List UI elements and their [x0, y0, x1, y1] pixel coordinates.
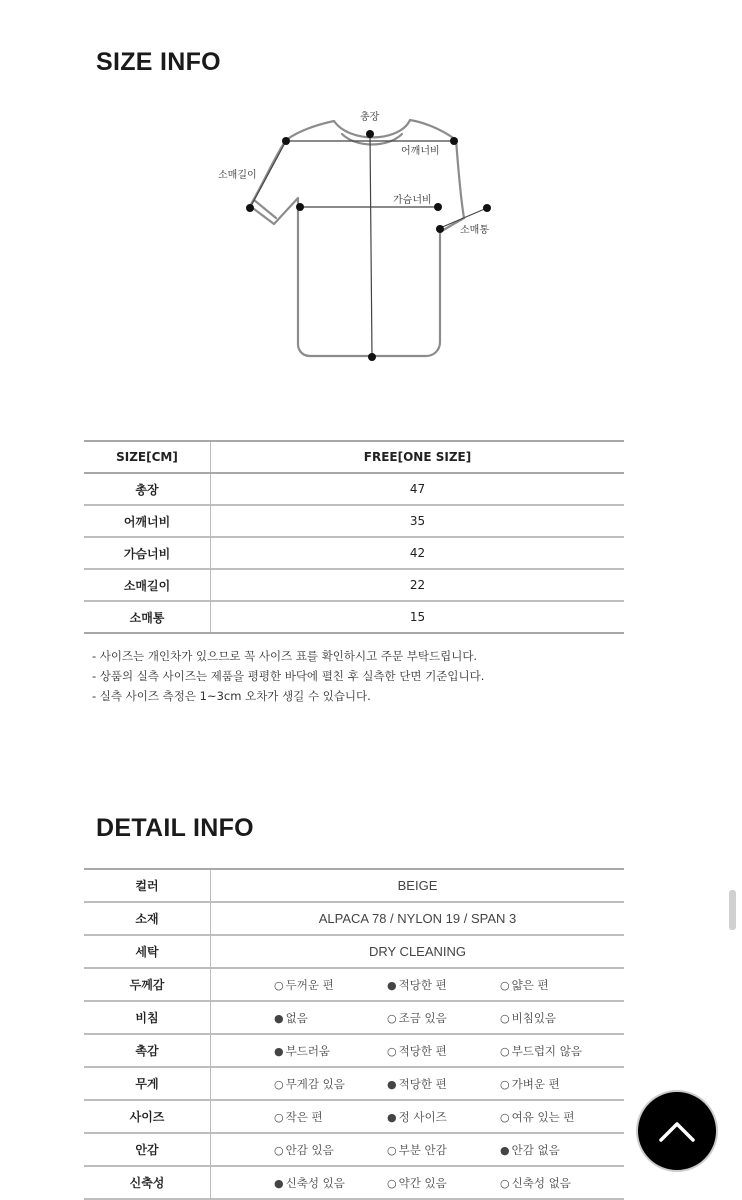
diagram-label-sleeve-length: 소매길이 [218, 170, 257, 181]
option-item [500, 1010, 613, 1026]
detail-row-label: 무게 [84, 1067, 211, 1100]
option-label: 적당한 편 [398, 1076, 447, 1091]
table-row [84, 569, 624, 601]
detail-row-value: DRY CLEANING [211, 935, 625, 968]
option-item [387, 977, 500, 993]
detail-row-value: BEIGE [211, 869, 625, 902]
table-row [84, 1100, 624, 1133]
empty-circle-icon: ○ [387, 1176, 397, 1190]
table-row [84, 601, 624, 633]
scroll-to-top-button[interactable] [636, 1090, 718, 1172]
option-item [387, 1175, 500, 1191]
empty-circle-icon: ○ [500, 1176, 510, 1190]
size-table-header-value: FREE[ONE SIZE] [211, 441, 625, 473]
detail-row-label: 신축성 [84, 1166, 211, 1199]
option-item [387, 1043, 500, 1059]
detail-info-title: DETAIL INFO [96, 814, 254, 842]
size-row-label: 총장 [84, 473, 211, 505]
table-row [84, 1166, 624, 1199]
option-label: 적당한 편 [398, 977, 447, 992]
size-notes [92, 646, 484, 706]
option-label: 안감 없음 [511, 1142, 560, 1157]
empty-circle-icon: ○ [274, 978, 284, 992]
tshirt-measurement-diagram [200, 100, 520, 370]
table-row [84, 1067, 624, 1100]
filled-circle-icon: ● [500, 1143, 510, 1157]
option-item [274, 1043, 387, 1059]
filled-circle-icon: ● [274, 1176, 284, 1190]
option-label: 부드럽지 않음 [511, 1043, 582, 1058]
option-label: 신축성 있음 [285, 1175, 345, 1190]
size-note: - 상품의 실측 사이즈는 제품을 평평한 바닥에 펼친 후 실측한 단면 기준입니다. [92, 669, 485, 683]
size-row-label: 가슴너비 [84, 537, 211, 569]
option-item [274, 977, 387, 993]
filled-circle-icon: ● [387, 1077, 397, 1091]
detail-row-label: 사이즈 [84, 1100, 211, 1133]
empty-circle-icon: ○ [274, 1110, 284, 1124]
table-row [84, 473, 624, 505]
detail-row-label: 촉감 [84, 1034, 211, 1067]
scrollbar-thumb[interactable] [729, 890, 736, 930]
option-label: 조금 있음 [398, 1010, 447, 1025]
empty-circle-icon: ○ [274, 1143, 284, 1157]
diagram-label-chest: 가슴너비 [393, 195, 432, 206]
option-label: 무게감 있음 [285, 1076, 345, 1091]
option-item [387, 1142, 500, 1158]
option-label: 없음 [285, 1010, 308, 1025]
size-table-header-label: SIZE[CM] [84, 441, 211, 473]
filled-circle-icon: ● [387, 978, 397, 992]
option-item [274, 1010, 387, 1026]
option-item [387, 1010, 500, 1026]
size-note: - 사이즈는 개인차가 있으므로 꼭 사이즈 표를 확인하시고 주문 부탁드립니다. [92, 649, 478, 663]
size-row-value: 47 [211, 473, 625, 505]
option-label: 작은 편 [285, 1109, 323, 1124]
option-label: 신축성 없음 [511, 1175, 571, 1190]
table-row [84, 968, 624, 1001]
detail-row-value: ALPACA 78 / NYLON 19 / SPAN 3 [211, 902, 625, 935]
detail-table [84, 868, 624, 1200]
detail-row-label: 세탁 [84, 935, 211, 968]
filled-circle-icon: ● [274, 1011, 284, 1025]
detail-row-options [211, 1133, 625, 1166]
detail-row-label: 두께감 [84, 968, 211, 1001]
option-item [274, 1142, 387, 1158]
option-label: 여유 있는 편 [511, 1109, 575, 1124]
empty-circle-icon: ○ [387, 1011, 397, 1025]
filled-circle-icon: ● [274, 1044, 284, 1058]
option-item [387, 1109, 500, 1125]
size-table [84, 440, 624, 634]
option-label: 부드러움 [285, 1043, 331, 1058]
option-label: 두꺼운 편 [285, 977, 334, 992]
option-item [500, 1175, 613, 1191]
option-label: 부분 안감 [398, 1142, 447, 1157]
size-row-value: 22 [211, 569, 625, 601]
chevron-up-icon [658, 1114, 696, 1148]
detail-row-options [211, 1001, 625, 1034]
detail-row-label: 안감 [84, 1133, 211, 1166]
detail-row-label: 비침 [84, 1001, 211, 1034]
diagram-label-sleeve-width: 소매통 [460, 225, 489, 236]
detail-row-options [211, 1166, 625, 1199]
option-item [500, 1076, 613, 1092]
table-row [84, 1133, 624, 1166]
option-item [274, 1109, 387, 1125]
empty-circle-icon: ○ [500, 978, 510, 992]
table-row [84, 869, 624, 902]
empty-circle-icon: ○ [500, 1077, 510, 1091]
option-item [500, 977, 613, 993]
option-label: 비침있음 [511, 1010, 557, 1025]
table-row [84, 1001, 624, 1034]
size-table-header [84, 441, 624, 473]
size-info-title: SIZE INFO [96, 48, 221, 76]
size-row-value: 35 [211, 505, 625, 537]
size-row-value: 15 [409, 610, 426, 624]
diagram-label-shoulder: 어깨너비 [401, 146, 440, 157]
option-label: 얇은 편 [511, 977, 549, 992]
detail-row-options [211, 1100, 625, 1133]
empty-circle-icon: ○ [500, 1011, 510, 1025]
option-item [274, 1175, 387, 1191]
empty-circle-icon: ○ [500, 1044, 510, 1058]
table-row [84, 1034, 624, 1067]
size-row-label: 소매통 [84, 601, 211, 633]
option-item [387, 1076, 500, 1092]
size-row-label: 어깨너비 [84, 505, 211, 537]
option-item [274, 1076, 387, 1092]
diagram-label-length: 총장 [360, 112, 380, 123]
empty-circle-icon: ○ [387, 1143, 397, 1157]
table-row [84, 902, 624, 935]
option-item [500, 1109, 613, 1125]
filled-circle-icon: ● [387, 1110, 397, 1124]
option-label: 안감 있음 [285, 1142, 334, 1157]
detail-row-options [211, 1034, 625, 1067]
option-label: 가벼운 편 [511, 1076, 560, 1091]
detail-row-label: 소재 [84, 902, 211, 935]
size-row-value: 42 [211, 537, 625, 569]
detail-row-label: 컬러 [84, 869, 211, 902]
option-label: 적당한 편 [398, 1043, 447, 1058]
empty-circle-icon: ○ [387, 1044, 397, 1058]
empty-circle-icon: ○ [274, 1077, 284, 1091]
detail-row-options [211, 1067, 625, 1100]
size-note: - 실측 사이즈 측정은 1~3cm 오차가 생길 수 있습니다. [92, 689, 371, 703]
option-label: 정 사이즈 [398, 1109, 447, 1124]
empty-circle-icon: ○ [500, 1110, 510, 1124]
option-item [500, 1142, 613, 1158]
table-row [84, 935, 624, 968]
option-item [500, 1043, 613, 1059]
table-row [84, 537, 624, 569]
detail-row-options [211, 968, 625, 1001]
option-label: 약간 있음 [398, 1175, 447, 1190]
table-row [84, 505, 624, 537]
size-row-label: 소매길이 [84, 569, 211, 601]
